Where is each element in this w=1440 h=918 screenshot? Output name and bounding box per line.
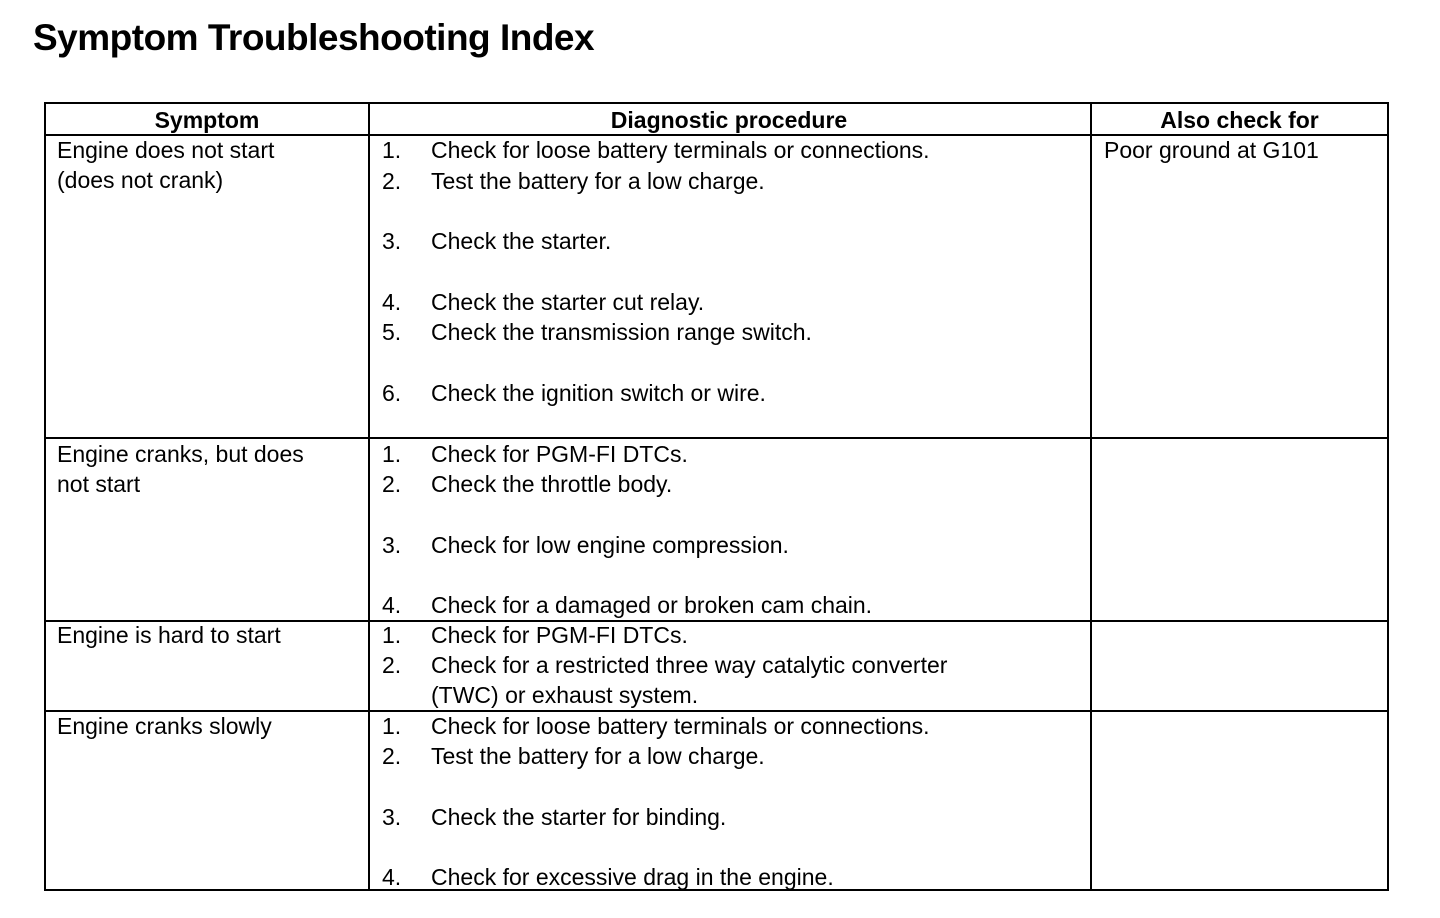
step-text: Check the throttle body. xyxy=(431,471,673,497)
procedure-step xyxy=(382,226,611,256)
procedure-step xyxy=(382,802,726,832)
procedure-step xyxy=(382,620,688,650)
header-also-check-for: Also check for xyxy=(1160,107,1319,133)
step-number: 4. xyxy=(382,592,402,618)
procedure-step xyxy=(382,287,704,317)
procedure-step xyxy=(382,650,947,711)
step-number: 4. xyxy=(382,864,402,890)
step-number: 1. xyxy=(382,441,402,467)
step-text: Check for loose battery terminals or connections. xyxy=(431,137,930,163)
step-number: 2. xyxy=(382,743,402,769)
step-text: Check for a damaged or broken cam chain. xyxy=(431,592,873,618)
step-text: Check the starter cut relay. xyxy=(431,289,705,315)
header-symptom: Symptom xyxy=(154,107,260,133)
step-number: 2. xyxy=(382,652,402,678)
step-text: Check for PGM-FI DTCs. xyxy=(431,622,688,648)
step-number: 3. xyxy=(382,228,402,254)
column-divider xyxy=(1090,104,1092,889)
header-diagnostic-procedure: Diagnostic procedure xyxy=(610,107,848,133)
procedure-step xyxy=(382,741,765,771)
procedure-step xyxy=(382,862,834,892)
step-number: 3. xyxy=(382,804,402,830)
step-number: 1. xyxy=(382,622,402,648)
procedure-step xyxy=(382,378,766,408)
step-text: Test the battery for a low charge. xyxy=(431,743,765,769)
symptom-cell: Engine does not start (does not crank) xyxy=(57,137,275,194)
step-number: 2. xyxy=(382,168,402,194)
symptom-cell: Engine cranks slowly xyxy=(57,713,272,739)
procedure-step xyxy=(382,135,930,165)
step-text: Check the starter for binding. xyxy=(431,804,727,830)
also-check-cell: Poor ground at G101 xyxy=(1104,137,1319,163)
procedure-step xyxy=(382,711,930,741)
procedure-step xyxy=(382,469,672,499)
step-number: 6. xyxy=(382,380,402,406)
step-text: Check the ignition switch or wire. xyxy=(431,380,766,406)
step-text: Check for loose battery terminals or connections. xyxy=(431,713,930,739)
symptom-cell: Engine cranks, but does not start xyxy=(57,441,304,498)
step-number: 5. xyxy=(382,319,402,345)
step-text: Check for excessive drag in the engine. xyxy=(431,864,834,890)
column-divider xyxy=(368,104,370,889)
step-number: 2. xyxy=(382,471,402,497)
step-text: Check for PGM-FI DTCs. xyxy=(431,441,688,467)
step-number: 1. xyxy=(382,137,402,163)
step-text: Check the transmission range switch. xyxy=(431,319,812,345)
procedure-step xyxy=(382,590,872,620)
step-number: 1. xyxy=(382,713,402,739)
step-text: Test the battery for a low charge. xyxy=(431,168,765,194)
page-title: Symptom Troubleshooting Index xyxy=(33,17,595,58)
troubleshooting-table xyxy=(44,102,1389,891)
procedure-step xyxy=(382,317,812,347)
procedure-step xyxy=(382,530,789,560)
step-text: Check the starter. xyxy=(431,228,612,254)
step-number: 3. xyxy=(382,532,402,558)
step-number: 4. xyxy=(382,289,402,315)
symptom-cell: Engine is hard to start xyxy=(57,622,281,648)
procedure-step xyxy=(382,166,765,196)
procedure-step xyxy=(382,439,688,469)
step-text: Check for low engine compression. xyxy=(431,532,789,558)
step-text: Check for a restricted three way catalytic converter (TWC) or exhaust system. xyxy=(431,652,948,709)
